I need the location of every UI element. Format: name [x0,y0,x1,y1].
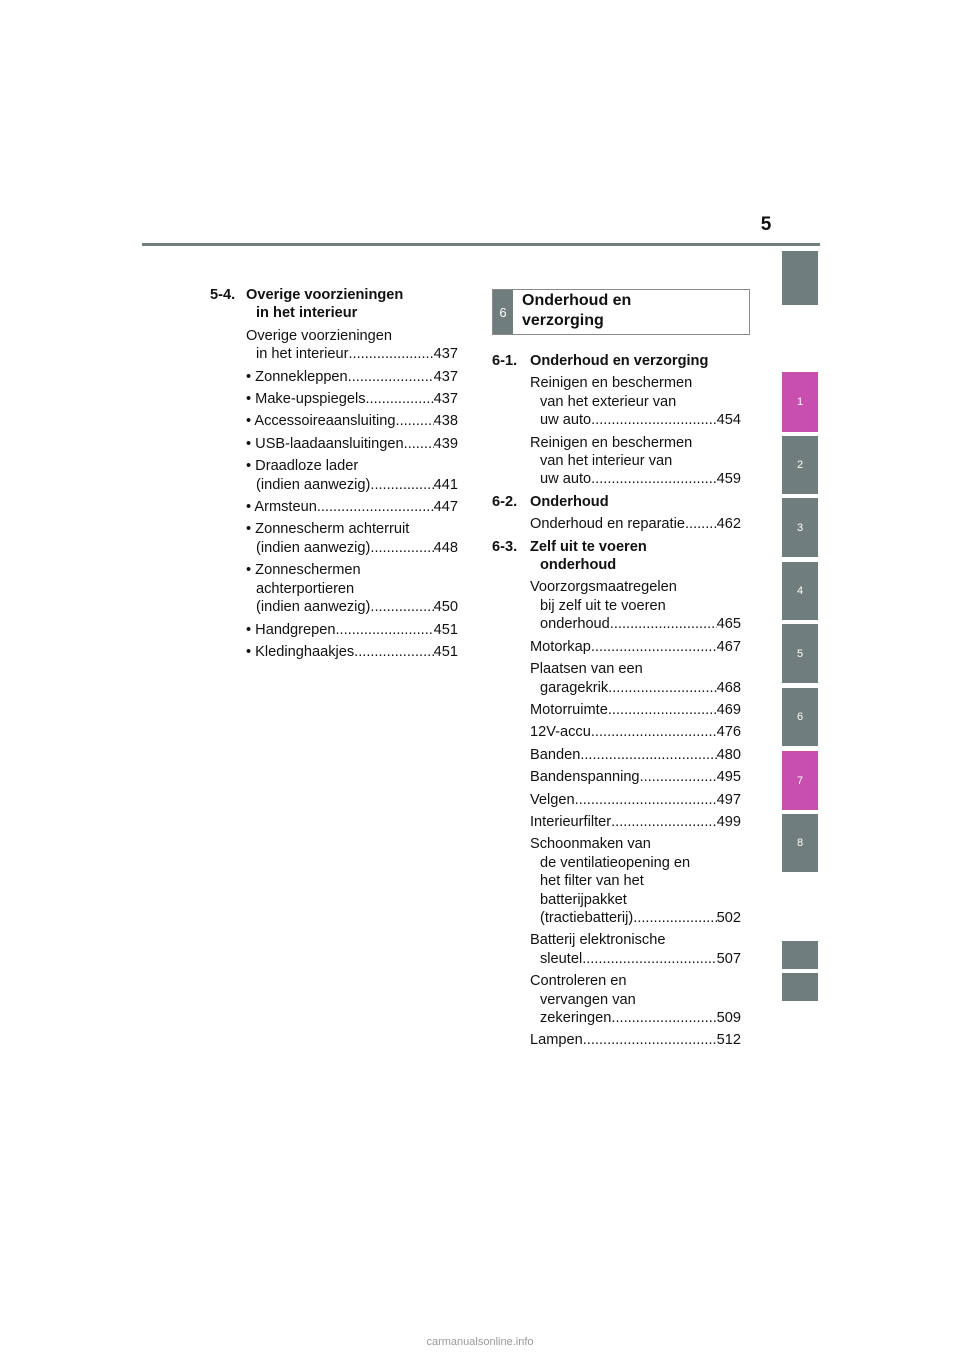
toc-entry-page-number[interactable]: 512 [716,1032,741,1049]
dot-leader [370,539,433,557]
toc-entry[interactable] [530,813,741,831]
toc-entry-title: Bandenspanning [530,769,640,786]
toc-entry-leader-line [246,476,458,494]
toc-section-number: 6-3. [492,538,518,555]
toc-entry-leader-line [246,643,458,661]
dot-leader [575,791,717,809]
toc-entry-title: 12V-accu [530,724,591,741]
toc-entry-title: garagekrik [540,679,609,696]
side-tab-blank-index-1[interactable] [782,941,818,969]
side-tab-blank-top[interactable] [782,251,818,305]
toc-entry-page-number[interactable]: 467 [716,638,741,655]
toc-entry-title: Interieurfilter [530,813,612,830]
dot-leader [610,615,717,633]
toc-entry-title: • Zonnekleppen [246,368,348,385]
toc-entry-leader-line [246,435,458,453]
dot-leader [348,345,433,363]
toc-entry-page-number[interactable]: 441 [433,476,458,493]
toc-entry-leader-line [530,515,741,533]
toc-entry-page-number[interactable]: 448 [433,539,458,556]
toc-entry[interactable] [246,368,458,386]
toc-entry[interactable] [246,327,458,364]
toc-entry-title: (tractiebatterij) [540,909,634,926]
chapter-title [513,290,631,334]
dot-leader [611,1009,716,1027]
toc-entry-leader-line [530,411,741,429]
dot-leader [348,368,434,386]
toc-entry-leader-line [246,621,458,639]
toc-entry-title: • Armsteun [246,499,317,516]
dot-leader [404,435,434,453]
chapter-heading-box[interactable] [492,289,750,335]
toc-section-title-line: Onderhoud [530,493,609,510]
toc-entry-title: onderhoud [540,616,610,633]
side-tab-3[interactable]: 3 [782,498,818,557]
toc-entry-leader-line [246,390,458,408]
page-number: 5 [760,214,772,235]
toc-entry-title: (indien aanwezig) [256,539,371,556]
dot-leader [370,598,433,616]
toc-entry-leader-line [530,1009,741,1027]
toc-entry-page-number[interactable]: 462 [716,516,741,533]
toc-entry-text-line: • Zonneschermen [246,562,361,579]
chapter-title-line: verzorging [522,312,604,329]
toc-entry-leader-line [530,909,741,927]
toc-entry-text-line: Schoonmaken van [530,836,651,853]
left-toc-column [210,286,458,665]
header-rule [142,243,820,246]
toc-entry[interactable] [530,723,741,741]
toc-entry-leader-line [246,368,458,386]
toc-entry-title: uw auto [540,471,592,488]
dot-leader [354,643,433,661]
toc-entry-leader-line [530,723,741,741]
toc-entry[interactable] [530,374,741,429]
toc-entry[interactable] [530,746,741,764]
toc-entry-title: zekeringen [540,1010,612,1026]
dot-leader [611,813,717,831]
toc-entry[interactable] [530,638,741,656]
toc-entry-title: Velgen [530,791,575,808]
side-tab-5[interactable]: 5 [782,624,818,683]
toc-entry-leader-line [246,412,458,430]
toc-entry-title: Lampen [530,1032,583,1049]
toc-entry[interactable] [530,701,741,719]
toc-section-number: 6-2. [492,493,518,510]
toc-entry-text-line: Voorzorgsmaatregelen [530,579,677,596]
toc-entry[interactable] [530,791,741,809]
toc-entry-text-line: Overige voorzieningen [246,327,393,344]
toc-entry-leader-line [246,498,458,516]
toc-entry-leader-line [530,1031,741,1049]
toc-entry[interactable] [530,835,741,927]
side-tab-2[interactable]: 2 [782,436,818,494]
toc-entry-leader-line [246,539,458,557]
dot-leader [336,621,434,639]
toc-section-title-line: Zelf uit te voeren [530,538,647,555]
toc-entry[interactable] [246,435,458,453]
toc-entry-title: • Kledinghaakjes [246,643,355,660]
toc-entry-page-number[interactable]: 502 [716,909,741,926]
toc-entry-text-line: • Zonnescherm achterruit [246,521,410,538]
toc-entry-title: in het interieur [256,346,349,363]
toc-entry-page-number[interactable]: 459 [716,471,741,488]
chapter-title-line: Onderhoud en [522,292,632,309]
toc-section-title-line: in het interieur [256,305,358,322]
toc-entry-page-number[interactable]: 509 [716,1010,741,1026]
toc-entry-title: Motorkap [530,638,591,655]
side-tab-4[interactable]: 4 [782,562,818,620]
toc-entry[interactable] [530,768,741,786]
right-toc-column [492,352,741,1054]
watermark: carmanualsonline.info [426,1336,534,1348]
toc-entry-leader-line [530,470,741,488]
toc-entry-title: • Accessoireaansluiting [246,413,396,430]
toc-entry-leader-line [530,813,741,831]
toc-entry-page-number[interactable]: 465 [716,616,741,633]
toc-entry[interactable] [530,931,741,968]
toc-entry-text-line: Reinigen en beschermen [530,375,693,392]
toc-entry[interactable] [530,434,741,489]
toc-entry[interactable] [530,515,741,533]
toc-entry-list [492,374,741,488]
toc-entry-page-number[interactable]: 438 [433,413,458,430]
toc-entry[interactable] [246,520,458,557]
dot-leader [582,950,716,968]
side-tab-blank-index-2[interactable] [782,973,818,1001]
toc-entry-page-number[interactable]: 437 [433,391,458,408]
toc-entry-title: • Make-upspiegels [246,391,366,408]
dot-leader [591,723,717,741]
toc-entry-leader-line [246,598,458,616]
toc-entry-leader-line [530,950,741,968]
toc-entry-leader-line [530,791,741,809]
toc-entry-text-line: bij zelf uit te voeren [540,597,666,614]
toc-entry-text-line: Controleren en [530,973,627,990]
toc-entry[interactable] [530,578,741,633]
toc-entry-text-line: Reinigen en beschermen [530,434,693,451]
dot-leader [583,1031,717,1049]
toc-entry-list [210,327,458,662]
toc-section-heading [492,538,741,575]
toc-entry-leader-line [530,701,741,719]
toc-entry[interactable] [530,1031,741,1049]
toc-entry-text-line: batterijpakket [540,891,627,908]
toc-entry-page-number[interactable]: 499 [716,813,741,830]
toc-entry-text-line: van het interieur van [540,453,673,470]
toc-section-number: 6-1. [492,353,518,369]
toc-entry-leader-line [530,679,741,697]
toc-entry[interactable] [246,390,458,408]
toc-entry-page-number[interactable]: 450 [433,599,458,616]
toc-entry-page-number[interactable]: 469 [716,701,741,718]
toc-section-title-line: Onderhoud en verzorging [530,353,709,369]
dot-leader [591,470,717,488]
toc-entry[interactable] [246,643,458,661]
toc-entry-title: (indien aanwezig) [256,476,371,493]
toc-entry-list [492,578,741,1049]
dot-leader [591,411,717,429]
toc-entry-text-line: achterportieren [256,580,355,597]
toc-entry-leader-line [246,345,458,363]
toc-entry-leader-line [530,638,741,656]
toc-entry-title: • Handgrepen [246,621,336,638]
toc-entry-text-line: Plaatsen van een [530,661,643,678]
toc-entry-page-number[interactable]: 447 [433,499,458,516]
toc-entry-text-line: Batterij elektronische [530,932,666,949]
dot-leader [608,701,717,719]
side-tab-8[interactable]: 8 [782,814,818,872]
toc-entry-text-line: het filter van het [540,873,644,890]
toc-entry-list [492,515,741,533]
toc-entry-leader-line [530,768,741,786]
toc-entry-title: Banden [530,746,581,763]
toc-entry-title: • USB-laadaansluitingen [246,435,404,452]
toc-entry[interactable] [246,457,458,494]
toc-section-heading [492,493,741,511]
dot-leader [633,909,716,927]
dot-leader [317,498,434,516]
toc-entry-title: Onderhoud en reparatie [530,516,685,533]
toc-entry[interactable] [530,660,741,697]
toc-entry-page-number[interactable]: 454 [716,412,741,429]
toc-entry-page-number[interactable]: 476 [716,724,741,741]
toc-entry-page-number[interactable]: 507 [716,950,741,967]
toc-section-title-line: Overige voorzieningen [246,287,404,303]
toc-entry-leader-line [530,615,741,633]
toc-entry-title: Motorruimte [530,701,608,718]
dot-leader [608,679,717,697]
toc-entry-page-number[interactable]: 437 [433,346,458,363]
toc-entry-page-number[interactable]: 497 [716,791,741,808]
toc-entry-title: (indien aanwezig) [256,599,371,616]
dot-leader [396,412,434,430]
dot-leader [370,476,433,494]
toc-entry-title: uw auto [540,412,592,429]
toc-entry-leader-line [530,746,741,764]
toc-section-heading [210,286,458,323]
side-tab-6[interactable]: 6 [782,688,818,746]
toc-entry-page-number[interactable]: 480 [716,746,741,763]
toc-section-heading [492,352,741,370]
toc-entry-text-line: • Draadloze lader [246,458,359,475]
toc-entry-page-number[interactable]: 437 [433,368,458,385]
dot-leader [580,746,716,764]
toc-entry[interactable] [246,498,458,516]
dot-leader [591,638,717,656]
side-tab-1[interactable]: 1 [782,372,818,432]
chapter-number: 6 [493,290,513,334]
dot-leader [366,390,434,408]
toc-entry-page-number[interactable]: 451 [433,643,458,660]
toc-entry-page-number[interactable]: 439 [433,435,458,452]
toc-entry-page-number[interactable]: 495 [716,769,741,786]
toc-entry[interactable] [246,561,458,616]
toc-entry[interactable] [246,621,458,639]
side-tab-7[interactable]: 7 [782,751,818,810]
toc-section-title-line: onderhoud [540,557,617,574]
toc-entry[interactable] [530,972,741,1027]
toc-section-number: 5-4. [210,287,236,303]
toc-entry[interactable] [246,412,458,430]
dot-leader [685,515,717,533]
toc-entry-page-number[interactable]: 468 [716,679,741,696]
dot-leader [640,768,717,786]
toc-entry-page-number[interactable]: 451 [433,621,458,638]
toc-entry-title: sleutel [540,950,583,967]
toc-entry-text-line: van het exterieur van [540,393,677,410]
toc-entry-text-line: de ventilatieopening en [540,854,691,871]
toc-entry-text-line: vervangen van [540,991,636,1008]
